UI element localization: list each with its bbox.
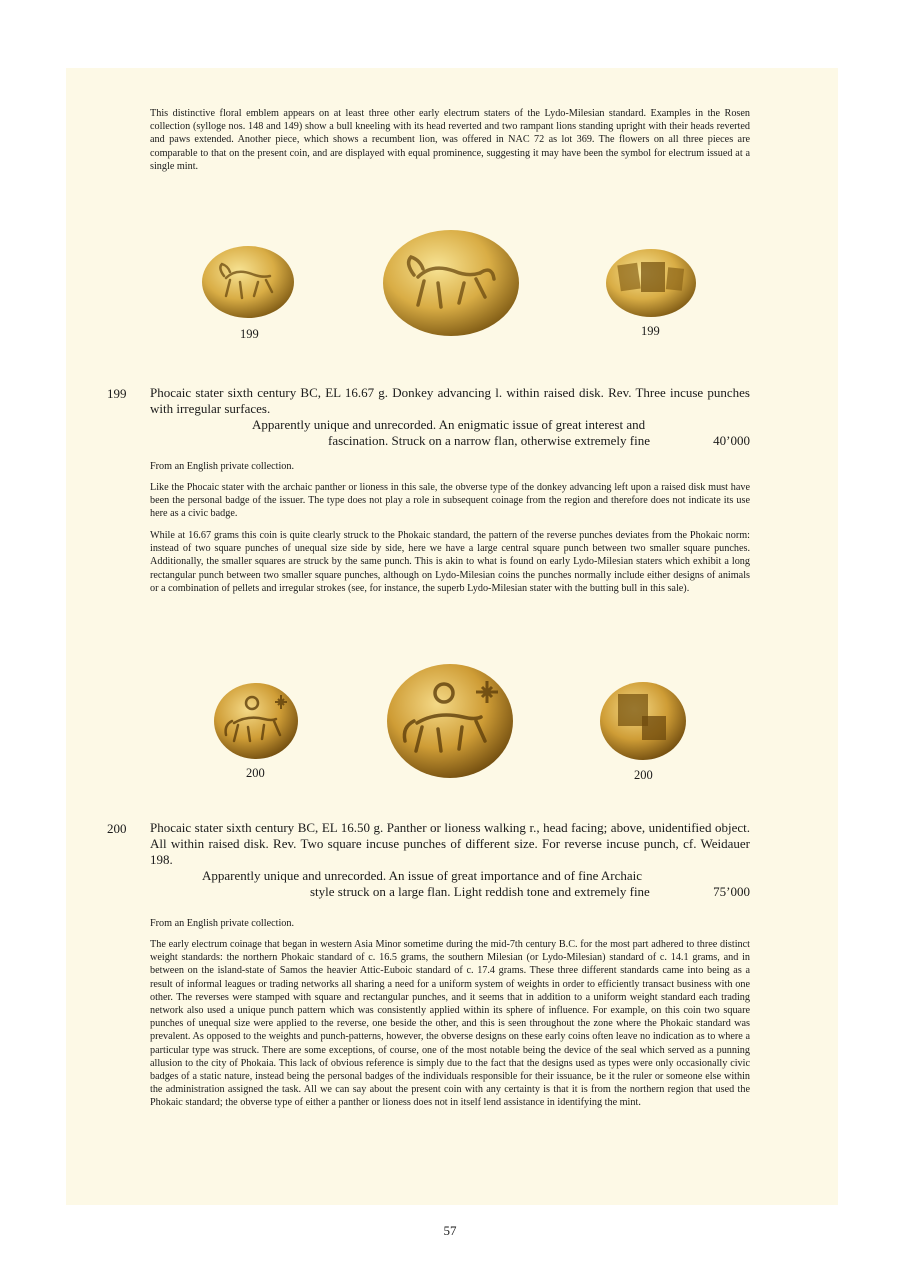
lot-199-description: Phocaic stater sixth century BC, EL 16.67 g. Donkey advancing l. within raised disk. Rev. Three incuse punches with irregular surfaces. xyxy=(150,385,750,416)
lot-number-200: 200 xyxy=(107,821,127,836)
lot-199-provenance: From an English private collection. xyxy=(150,461,295,472)
caption-200-obverse: 200 xyxy=(246,766,265,780)
lot-200-price: 75’000 xyxy=(713,884,750,899)
coin-199-obverse-large xyxy=(380,227,522,339)
caption-199-obverse: 199 xyxy=(240,327,259,341)
lot-200-description: Phocaic stater sixth century BC, EL 16.50 g. Panther or lioness walking r., head facing; above, unidentified object. All within raised disk. Rev. Two square incuse punches of different size. For reverse incuse punch, cf. Weidauer 198. xyxy=(150,820,750,867)
coin-200-obverse-small xyxy=(212,681,300,761)
lot-200-provenance: From an English private collection. xyxy=(150,918,295,929)
lot-199-price: 40’000 xyxy=(713,433,750,448)
lot-200-note-1: The early electrum coinage that began in western Asia Minor sometime during the mid-7th century B.C. for the most part adhered to three distinct weight standards: the northern Phokaic standard of c. 16.5 grams, the southern Milesian (or Lydo-Milesian) standard of c. 14.1 grams, and in between on the island-state of Samos the heavier Attic-Euboic standard of c. 17.4 grams. These three different standards came into being as a result of informal leagues or trading networks all sharing a need for a uniform system of weights in order to efficiently transact business with one other. The reverses were stamped with square and rectangular punches, and it seems that in addition to a uniform weight standard each trading network also used a unique punch pattern which was consistently applied within its sphere of influence. For example, on this coin two square punches of unequal size were applied to the reverse, one beside the other, and this is seen throughout the zone where the Phokaic standard was prevalent. As opposed to the weights and punch-patterns, however, the obverse designs on these early coins often leave no indication as to where a particular type was struck. There are some exceptions, of course, one of the most notable being the device of the seal which served as a punning allusion to the city of Phokaia. This lack of obvious reference is simply due to the fact that the designs used as types were only occasionally civic badges of a static nature, instead being the personal badges of the individuals responsible for their issuance, be it the ruler or someone else within the administration assigned the task. All we can say about the present coin with any certainty is that it is from the northern region that used the Phokaic standard; the obverse type of either a panther or lioness does not in itself lend assistance in identifying the mint. xyxy=(150,939,750,1109)
lot-199-note-1: Like the Phocaic stater with the archaic panther or lioness in this sale, the obverse type of the donkey advancing left upon a raised disk must have been the personal badge of the issuer. The type does not play a role in subsequent coinage from the region and therefore does not indicate its use here as a civic badge. xyxy=(150,482,750,520)
page-number: 57 xyxy=(443,1223,457,1238)
coin-199-reverse xyxy=(603,246,699,320)
lot-199-comment-line2: fascination. Struck on a narrow flan, otherwise extremely fine xyxy=(328,433,650,448)
lot-199-note-2: While at 16.67 grams this coin is quite clearly struck to the Phokaic standard, the pattern of the reverse punches deviates from the Phokaic norm: instead of two square punches of unequal size side by side, here we have a large central square punch between two smaller square punches. Additionally, the smaller squares are struck by the same punch. This is akin to what is found on early Lydo-Milesian staters which exhibit a long rectangular punch between two smaller square punches, although on Lydo-Milesian coins the punches normally include either designs of animals or a combination of pellets and irregular strokes (see, for instance, the superb Lydo-Milesian stater with the butting bull in this sale). xyxy=(150,530,750,594)
intro-paragraph: This distinctive floral emblem appears on at least three other early electrum staters of the Lydo-Milesian standard. Examples in the Rosen collection (sylloge nos. 148 and 149) show a bull kneeling with its head reverted and two rampant lions standing upright with their heads reverted and paws extended. Another piece, which shows a recumbent lion, was offered in NAC 72 as lot 369. The flowers on all three pieces are comparable to that on the present coin, and are displayed with equal prominence, suggesting it may have been the symbol for electrum issued at a single mint. xyxy=(150,108,750,172)
coin-200-obverse-large xyxy=(384,661,516,781)
coin-200-reverse xyxy=(598,680,688,762)
coin-199-obverse-small xyxy=(200,242,298,322)
lot-199-comment-line1: Apparently unique and unrecorded. An enigmatic issue of great interest and xyxy=(252,417,646,432)
caption-200-reverse: 200 xyxy=(634,768,653,782)
lot-200-comment-line1: Apparently unique and unrecorded. An issue of great importance and of fine Archaic xyxy=(202,868,643,883)
lot-number-199: 199 xyxy=(107,386,127,401)
caption-199-reverse: 199 xyxy=(641,324,660,338)
lot-200-comment-line2: style struck on a large flan. Light reddish tone and extremely fine xyxy=(310,884,650,899)
